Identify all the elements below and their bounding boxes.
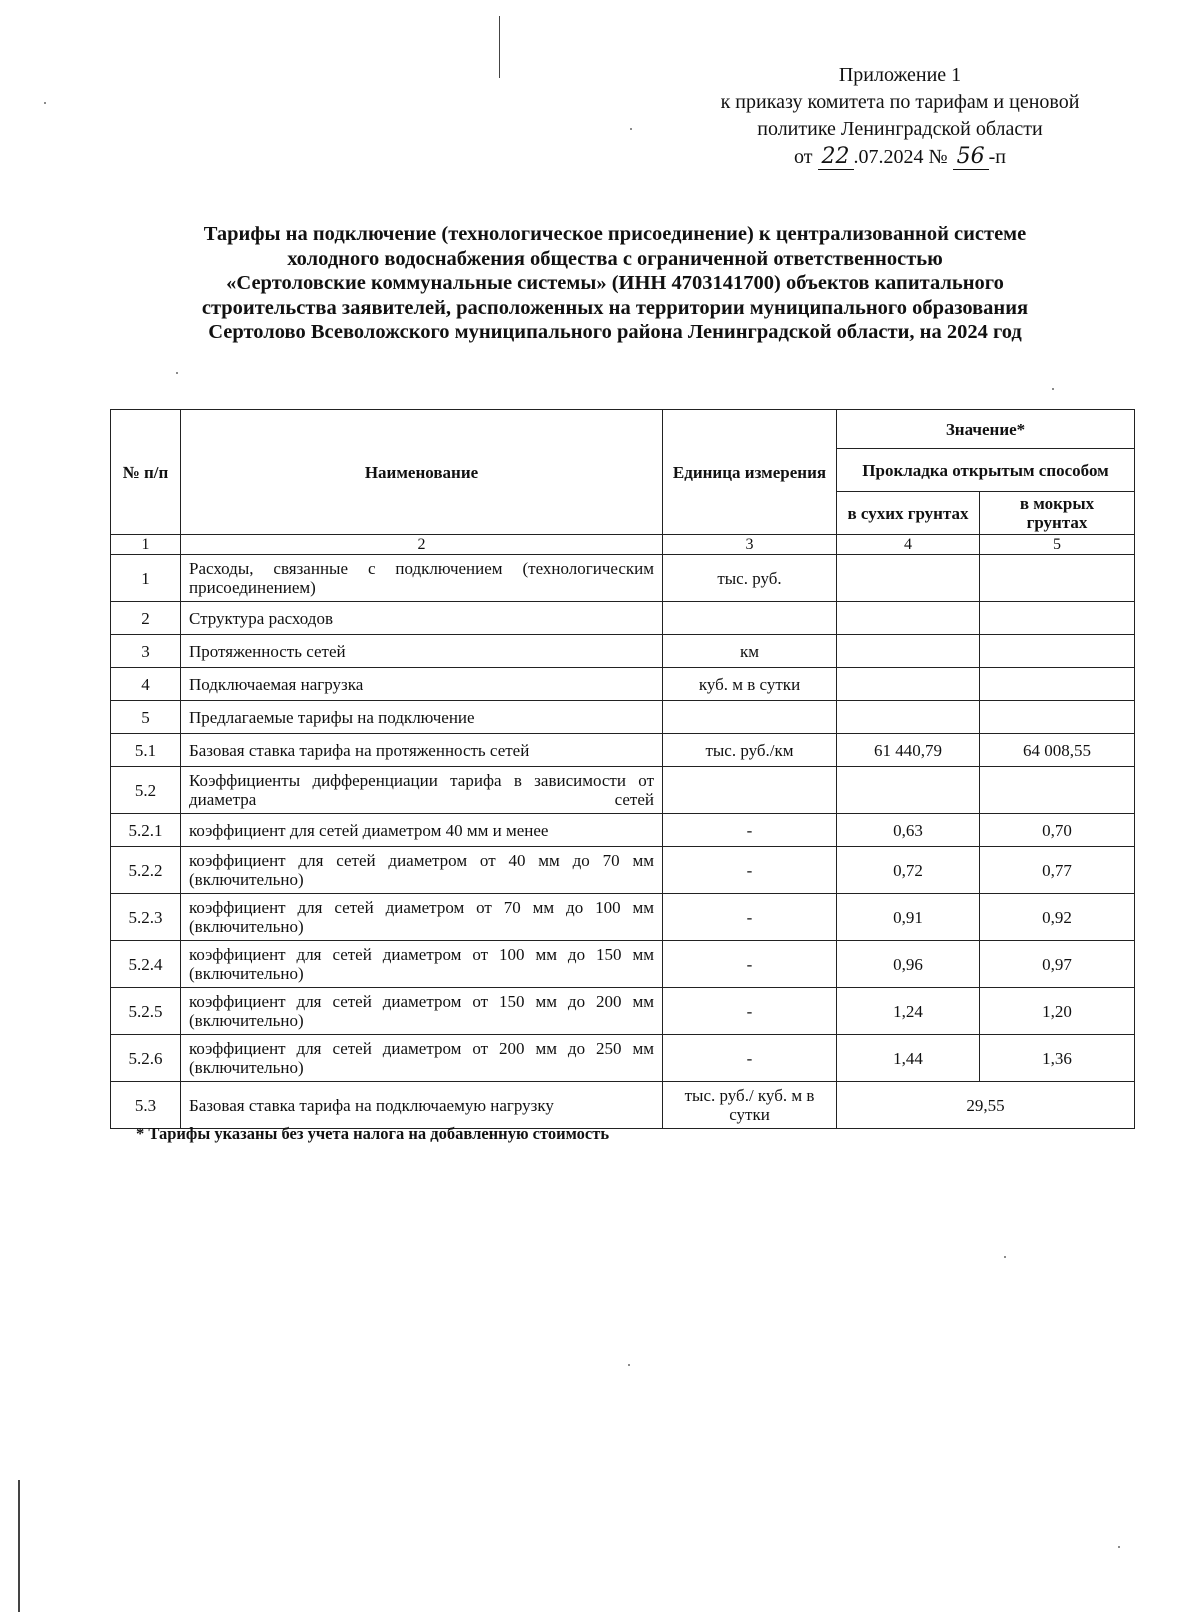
- row-number: 5.2.4: [111, 941, 181, 988]
- row-unit: -: [663, 894, 837, 941]
- row-name: Коэффициенты дифференциации тарифа в зависимости от диаметра сетей: [181, 767, 663, 814]
- row-wet-value: 0,70: [980, 814, 1135, 847]
- row-number: 5.2.3: [111, 894, 181, 941]
- table-row: [111, 941, 1135, 988]
- row-dry-value: 1,24: [837, 988, 980, 1035]
- row-dry-value: [837, 555, 980, 602]
- column-number: 2: [181, 535, 663, 555]
- row-name: коэффициент для сетей диаметром от 70 мм до 100 мм (включительно): [181, 894, 663, 941]
- column-number: 1: [111, 535, 181, 555]
- row-number: 5: [111, 701, 181, 734]
- table-row: [111, 635, 1135, 668]
- table-row-last: [111, 1082, 1135, 1129]
- column-number-row: [111, 535, 1135, 555]
- order-suffix: -п: [988, 146, 1006, 168]
- row-dry-value: [837, 767, 980, 814]
- header-name: Наименование: [181, 410, 663, 535]
- row-dry-value: [837, 668, 980, 701]
- row-unit: [663, 602, 837, 635]
- row-unit: [663, 701, 837, 734]
- row-number: 5.1: [111, 734, 181, 767]
- row-number: 5.2.1: [111, 814, 181, 847]
- row-unit: -: [663, 988, 837, 1035]
- scan-speck: [1004, 1256, 1006, 1258]
- scan-mark-bottom-left: [18, 1480, 20, 1612]
- row-dry-value: 0,72: [837, 847, 980, 894]
- table-row: [111, 602, 1135, 635]
- handwritten-day: 22: [818, 144, 854, 170]
- table-row: [111, 701, 1135, 734]
- title-line-4: строительства заявителей, расположенных на территории муниципального образования: [201, 296, 1029, 319]
- scan-mark-top: [499, 16, 500, 78]
- row-name: коэффициент для сетей диаметром от 150 мм до 200 мм (включительно): [181, 988, 663, 1035]
- row-dry-value: 0,91: [837, 894, 980, 941]
- row-unit: км: [663, 635, 837, 668]
- table-row: [111, 1035, 1135, 1082]
- handwritten-order-number: 56: [953, 144, 989, 170]
- table-row: [111, 988, 1135, 1035]
- scan-speck: [628, 1364, 630, 1366]
- title-line-3: «Сертоловские коммунальные системы» (ИНН 4703141700) объектов капитального: [226, 272, 1004, 294]
- scan-speck: [1118, 1546, 1120, 1548]
- appendix-date-line: [660, 143, 1140, 171]
- row-wet-value: 0,92: [980, 894, 1135, 941]
- row-unit: -: [663, 941, 837, 988]
- row-dry-value: 61 440,79: [837, 734, 980, 767]
- row-wet-value: 0,97: [980, 941, 1135, 988]
- row-wet-value: [980, 767, 1135, 814]
- date-rest: .07.2024 №: [853, 146, 948, 168]
- table-row: [111, 668, 1135, 701]
- table-row: [111, 734, 1135, 767]
- appendix-order-ref: к приказу комитета по тарифам и ценовой: [720, 91, 1080, 113]
- row-wet-value: 64 008,55: [980, 734, 1135, 767]
- row-unit: -: [663, 814, 837, 847]
- appendix-number: Приложение 1: [838, 64, 962, 86]
- column-number: 3: [663, 535, 837, 555]
- row-wet-value: 1,36: [980, 1035, 1135, 1082]
- header-num: № п/п: [111, 410, 181, 535]
- tariff-table: [110, 409, 1135, 1129]
- row-dry-value: 0,96: [837, 941, 980, 988]
- row-wet-value: [980, 701, 1135, 734]
- row-unit: тыс. руб./км: [663, 734, 837, 767]
- table-row: [111, 767, 1135, 814]
- row-name: коэффициент для сетей диаметром от 100 мм до 150 мм (включительно): [181, 941, 663, 988]
- scan-speck: [176, 372, 178, 374]
- row-unit: [663, 767, 837, 814]
- table-row: [111, 847, 1135, 894]
- title-line-1: Тарифы на подключение (технологическое присоединение) к централизованной системе: [203, 223, 1027, 245]
- row-unit: тыс. руб./ куб. м в сутки: [663, 1082, 837, 1129]
- row-wet-value: [980, 555, 1135, 602]
- row-dry-value: 1,44: [837, 1035, 980, 1082]
- row-combined-value: 29,55: [837, 1082, 1135, 1129]
- row-name: коэффициент для сетей диаметром от 200 мм до 250 мм (включительно): [181, 1035, 663, 1082]
- row-number: 5.2.6: [111, 1035, 181, 1082]
- scan-speck: [630, 128, 632, 130]
- row-name: Базовая ставка тарифа на протяженность сетей: [181, 734, 663, 767]
- row-unit: тыс. руб.: [663, 555, 837, 602]
- row-wet-value: 0,77: [980, 847, 1135, 894]
- row-name: Расходы, связанные с подключением (технологическим присоединением): [181, 555, 663, 602]
- row-unit: -: [663, 1035, 837, 1082]
- row-number: 2: [111, 602, 181, 635]
- appendix-committee: политике Ленинградской области: [757, 118, 1043, 140]
- row-dry-value: [837, 701, 980, 734]
- row-name: Подключаемая нагрузка: [181, 668, 663, 701]
- row-number: 3: [111, 635, 181, 668]
- row-number: 5.3: [111, 1082, 181, 1129]
- row-name: Предлагаемые тарифы на подключение: [181, 701, 663, 734]
- row-dry-value: [837, 635, 980, 668]
- title-line-2: холодного водоснабжения общества с ограниченной ответственностью: [287, 247, 943, 270]
- document-title: [110, 222, 1120, 345]
- row-unit: куб. м в сутки: [663, 668, 837, 701]
- header-row-1: [111, 410, 1135, 449]
- appendix-header: [660, 62, 1140, 171]
- row-name: Базовая ставка тарифа на подключаемую нагрузку: [181, 1082, 663, 1129]
- row-name: коэффициент для сетей диаметром от 40 мм до 70 мм (включительно): [181, 847, 663, 894]
- row-number: 4: [111, 668, 181, 701]
- row-wet-value: [980, 602, 1135, 635]
- header-unit: Единица измерения: [663, 410, 837, 535]
- table-row: [111, 894, 1135, 941]
- scan-speck: [44, 102, 46, 104]
- row-number: 5.2.5: [111, 988, 181, 1035]
- row-name: Протяженность сетей: [181, 635, 663, 668]
- date-prefix: от: [794, 146, 813, 168]
- table-row: [111, 814, 1135, 847]
- row-wet-value: 1,20: [980, 988, 1135, 1035]
- footnote: * Тарифы указаны без учета налога на добавленную стоимость: [136, 1124, 610, 1143]
- row-wet-value: [980, 635, 1135, 668]
- table-row: [111, 555, 1135, 602]
- header-value: Значение*: [837, 410, 1135, 449]
- column-number: 4: [837, 535, 980, 555]
- header-wet-soil: в мокрых грунтах: [980, 492, 1135, 535]
- row-dry-value: [837, 602, 980, 635]
- row-unit: -: [663, 847, 837, 894]
- column-number: 5: [980, 535, 1135, 555]
- header-open-laying: Прокладка открытым способом: [837, 449, 1135, 492]
- row-number: 1: [111, 555, 181, 602]
- row-dry-value: 0,63: [837, 814, 980, 847]
- row-wet-value: [980, 668, 1135, 701]
- title-line-5: Сертолово Всеволожского муниципального района Ленинградской области, на 2024 год: [208, 321, 1022, 343]
- row-name: коэффициент для сетей диаметром 40 мм и менее: [181, 814, 663, 847]
- row-name: Структура расходов: [181, 602, 663, 635]
- header-dry-soil: в сухих грунтах: [837, 492, 980, 535]
- row-number: 5.2: [111, 767, 181, 814]
- scan-speck: [1052, 388, 1054, 390]
- row-number: 5.2.2: [111, 847, 181, 894]
